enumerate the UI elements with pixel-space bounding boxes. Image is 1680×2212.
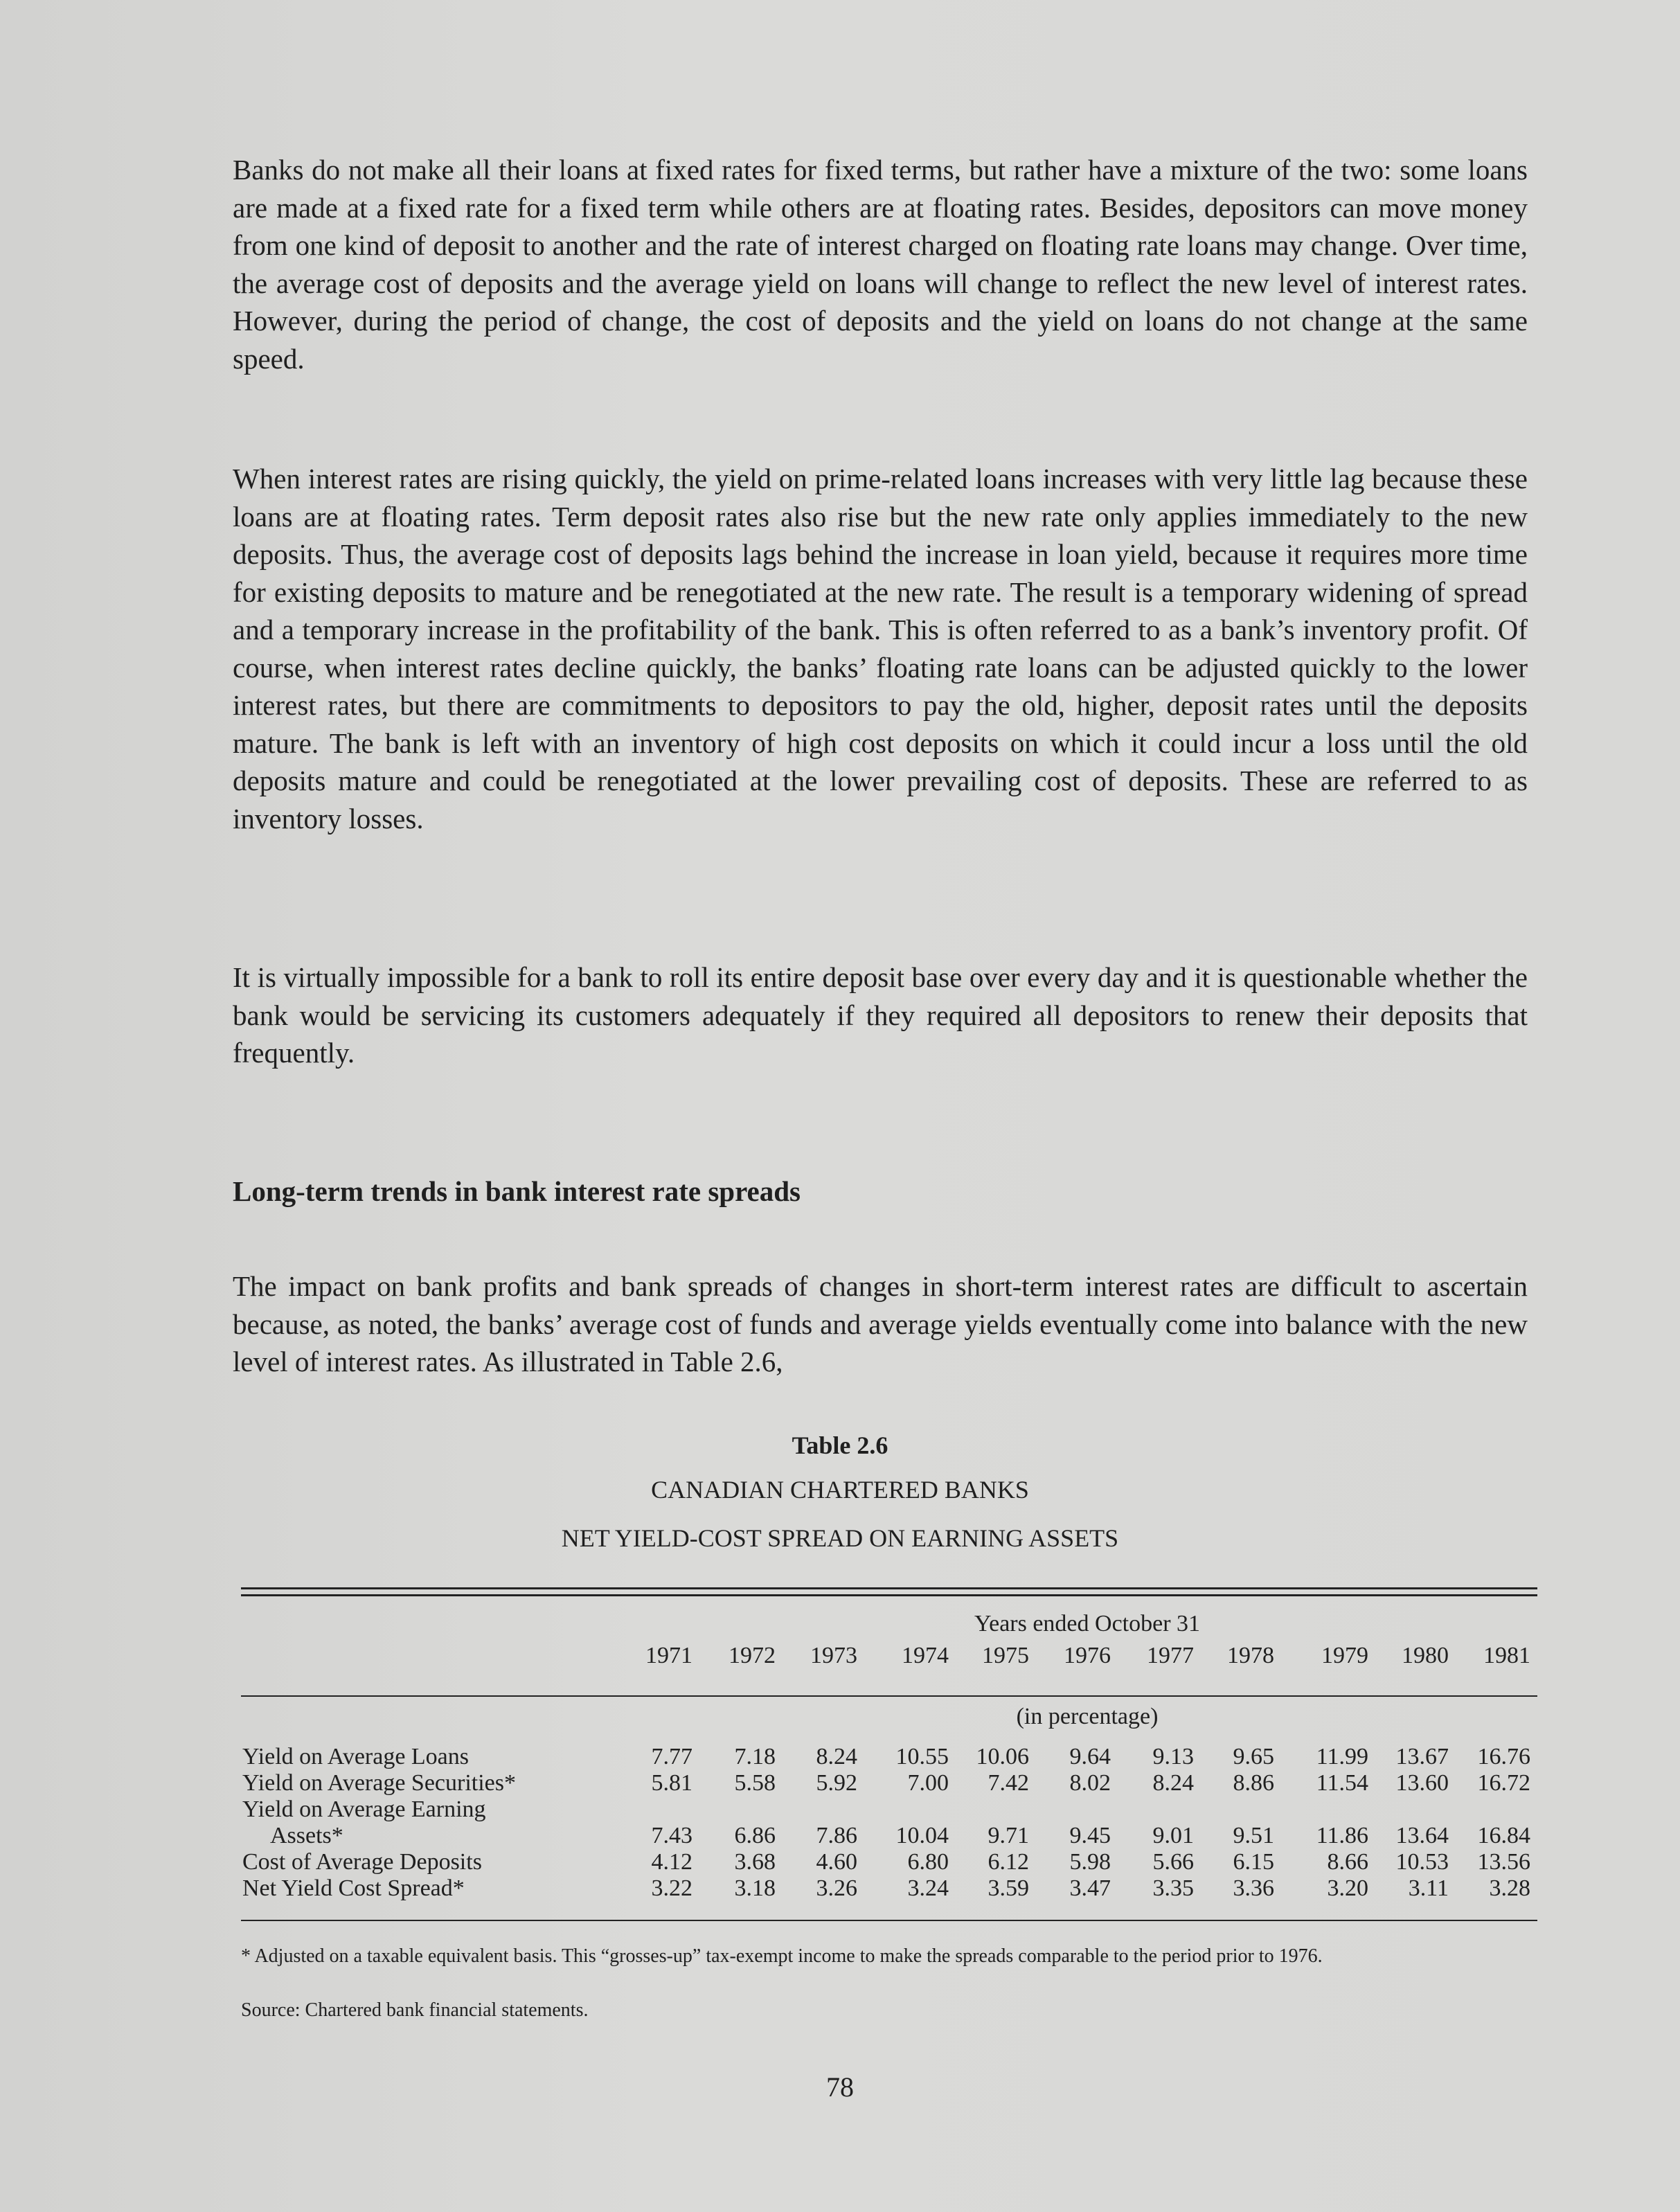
year-header-1971: 1971: [645, 1643, 692, 1668]
table-cell: 9.71: [988, 1823, 1029, 1848]
table-cell: 3.59: [988, 1875, 1029, 1901]
table-top-rule-2: [241, 1594, 1537, 1596]
table-cell: 5.92: [816, 1770, 857, 1796]
row-label-continued: Assets*: [270, 1823, 343, 1848]
table-cell: 10.53: [1395, 1849, 1449, 1875]
table-cell: 3.26: [816, 1875, 857, 1901]
year-header-1976: 1976: [1064, 1643, 1111, 1668]
table-cell: 6.15: [1233, 1849, 1274, 1875]
table-cell: 7.77: [651, 1744, 692, 1769]
row-label: Yield on Average Earning: [242, 1796, 486, 1822]
section-heading: Long-term trends in bank interest rate spreads: [233, 1175, 801, 1207]
year-header-1974: 1974: [902, 1643, 949, 1668]
paragraph-4: The impact on bank profits and bank spreads of changes in short-term interest rates are difficult to ascertain because, as noted, the banks’ average cost of funds and average yields eventually come into balance with the new level of interest rates. As illustrated in Table 2.6,: [233, 1270, 1528, 1377]
table-cell: 9.13: [1152, 1744, 1194, 1769]
table-title-line-1: CANADIAN CHARTERED BANKS: [651, 1476, 1029, 1504]
year-header-1979: 1979: [1321, 1643, 1368, 1668]
table-cell: 3.24: [907, 1875, 949, 1901]
table-cell: 6.80: [907, 1849, 949, 1875]
table-cell: 13.64: [1395, 1823, 1449, 1848]
table-cell: 8.02: [1069, 1770, 1111, 1796]
table-cell: 8.24: [1152, 1770, 1194, 1796]
years-caption: Years ended October 31: [974, 1611, 1201, 1636]
table-footnote: * Adjusted on a taxable equivalent basis. This “grosses-up” tax-exempt income to make the spreads comparable to the period prior to 1976.: [241, 1945, 1323, 1967]
table-cell: 3.28: [1489, 1875, 1530, 1901]
header-rule: [241, 1695, 1537, 1697]
year-header-1978: 1978: [1227, 1643, 1274, 1668]
table-cell: 11.86: [1316, 1823, 1368, 1848]
row-label: Cost of Average Deposits: [242, 1849, 482, 1875]
table-cell: 8.24: [816, 1744, 857, 1769]
table-cell: 3.11: [1408, 1875, 1449, 1901]
table-cell: 9.01: [1152, 1823, 1194, 1848]
year-header-1973: 1973: [810, 1643, 857, 1668]
table-cell: 4.12: [651, 1849, 692, 1875]
table-cell: 13.60: [1395, 1770, 1449, 1796]
year-header-1980: 1980: [1402, 1643, 1449, 1668]
page-number: 78: [826, 2071, 854, 2103]
table-cell: 3.36: [1233, 1875, 1274, 1901]
table-cell: 9.65: [1233, 1744, 1274, 1769]
table-cell: 11.99: [1316, 1744, 1368, 1769]
table-cell: 7.18: [734, 1744, 776, 1769]
row-label: Net Yield Cost Spread*: [242, 1875, 465, 1901]
table-cell: 10.06: [976, 1744, 1029, 1769]
table-cell: 3.18: [734, 1875, 776, 1901]
table-cell: 10.55: [895, 1744, 949, 1769]
row-label: Yield on Average Loans: [242, 1744, 470, 1769]
table-cell: 13.56: [1477, 1849, 1530, 1875]
table-cell: 3.22: [651, 1875, 692, 1901]
table-cell: 13.67: [1395, 1744, 1449, 1769]
paragraph-3: It is virtually impossible for a bank to roll its entire deposit base over every day and it is questionable whether the bank would be servicing its customers adequately if they required all depositors to renew their deposits that frequently.: [233, 961, 1528, 1069]
table-cell: 5.58: [734, 1770, 776, 1796]
table-cell: 7.00: [907, 1770, 949, 1796]
table-cell: 7.86: [816, 1823, 857, 1848]
year-header-1977: 1977: [1147, 1643, 1194, 1668]
table-cell: 5.81: [651, 1770, 692, 1796]
table-cell: 11.54: [1316, 1770, 1368, 1796]
table-cell: 7.43: [651, 1823, 692, 1848]
table-cell: 10.04: [895, 1823, 949, 1848]
year-header-1975: 1975: [982, 1643, 1029, 1668]
year-header-1981: 1981: [1483, 1643, 1530, 1668]
table-cell: 7.42: [988, 1770, 1029, 1796]
table-cell: 6.86: [734, 1823, 776, 1848]
unit-caption: (in percentage): [1016, 1704, 1159, 1729]
table-cell: 9.51: [1233, 1823, 1274, 1848]
table-cell: 3.20: [1327, 1875, 1368, 1901]
table-source: Source: Chartered bank financial statements.: [241, 1999, 589, 2021]
table-cell: 16.76: [1477, 1744, 1530, 1769]
table-bottom-rule: [241, 1920, 1537, 1921]
row-label: Yield on Average Securities*: [242, 1770, 516, 1796]
table-cell: 3.35: [1152, 1875, 1194, 1901]
table-cell: 3.47: [1069, 1875, 1111, 1901]
table-cell: 5.66: [1152, 1849, 1194, 1875]
paragraph-1: Banks do not make all their loans at fixed rates for fixed terms, but rather have a mixture of the two: some loans are made at a fixed rate for a fixed term while others are at floating rates. Besides, depositors can move money from one kind of deposit to another and the rate of interest charged on floating rate loans may change. Over time, the average cost of deposits and the average yield on loans will change to reflect the new level of interest rates. However, during the period of change, the cost of deposits and the yield on loans do not change at the same speed.: [233, 154, 1528, 375]
table-cell: 4.60: [816, 1849, 857, 1875]
table-cell: 8.86: [1233, 1770, 1274, 1796]
table-label: Table 2.6: [792, 1431, 888, 1459]
table-title-line-2: NET YIELD-COST SPREAD ON EARNING ASSETS: [561, 1524, 1119, 1552]
paragraph-2: When interest rates are rising quickly, the yield on prime-related loans increases with very little lag because these loans are at floating rates. Term deposit rates also rise but the new rate only applies immediately to the new deposits. Thus, the average cost of deposits lags behind the increase in loan yield, because it requires more time for existing deposits to mature and be renegotiated at the new rate. The result is a temporary widening of spread and a temporary increase in the profitability of the bank. This is often referred to as a bank’s inventory profit. Of course, when interest rates decline quickly, the banks’ floating rate loans can be adjusted quickly to the lower interest rates, but there are commitments to depositors to pay the old, higher, deposit rates until the deposits mature. The bank is left with an inventory of high cost deposits on which it could incur a loss until the old deposits mature and could be renegotiated at the lower prevailing cost of deposits. These are referred to as inventory losses.: [233, 463, 1528, 835]
table-cell: 16.84: [1477, 1823, 1530, 1848]
table-cell: 9.64: [1069, 1744, 1111, 1769]
table-top-rule: [241, 1587, 1537, 1589]
table-cell: 8.66: [1327, 1849, 1368, 1875]
table-cell: 3.68: [734, 1849, 776, 1875]
table-cell: 6.12: [988, 1849, 1029, 1875]
year-header-1972: 1972: [729, 1643, 776, 1668]
table-cell: 5.98: [1069, 1849, 1111, 1875]
table-cell: 9.45: [1069, 1823, 1111, 1848]
table-cell: 16.72: [1477, 1770, 1530, 1796]
